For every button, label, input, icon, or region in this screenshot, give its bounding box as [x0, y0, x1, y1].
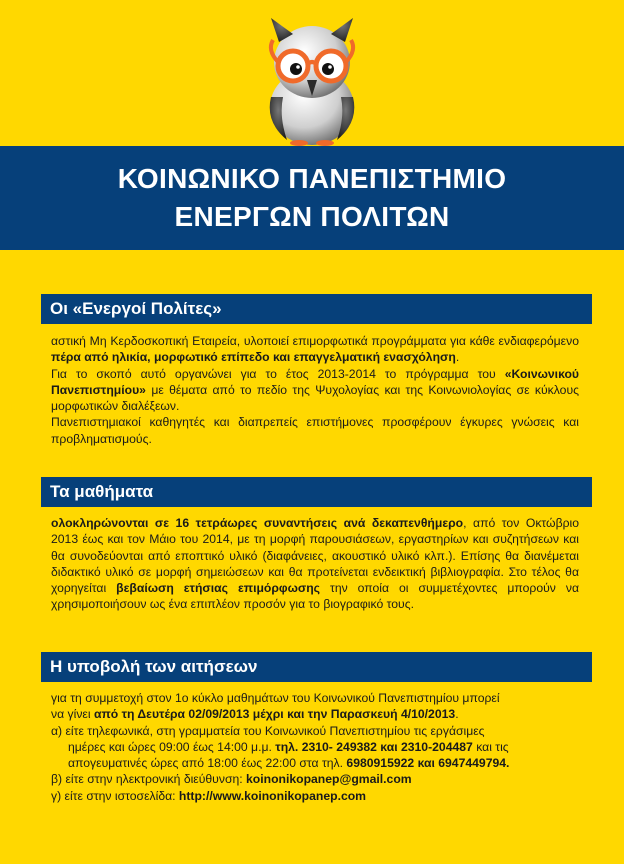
phone-numbers: τηλ. 2310- 249382 και 2310-204487: [275, 739, 473, 754]
website-link[interactable]: http://www.koinonikopanep.com: [178, 788, 367, 803]
owl-mascot-icon: [257, 12, 367, 147]
paragraph: Πανεπιστημιακοί καθηγητές και διαπρεπείς επιστήμονες προσφέρουν έγκυρες γνώσεις και προβληματισμούς.: [51, 415, 579, 446]
paragraph: Για το σκοπό αυτό οργανώνει για το έτος 2013-2014 το πρόγραμμα του «Κοινωνικού Πανεπιστημίου» με θέματα από το πεδίο της Ψυχολογίας και της Κοινωνιολογίας σε κύκλους μορφωτικών διαλέξεων.: [51, 366, 579, 414]
application-dates: να γίνει από τη Δευτέρα 02/09/2013 μέχρι και την Παρασκευή 4/10/2013.: [51, 707, 459, 722]
section-body-applications: [51, 690, 579, 804]
section-heading-courses: Τα μαθήματα: [41, 477, 592, 507]
section-body-courses: [51, 515, 579, 613]
paragraph: αστική Μη Κερδοσκοπική Εταιρεία, υλοποιεί επιμορφωτικά προγράμματα για κάθε ενδιαφερόμενο πέρα από ηλικία, μορφωτικό επίπεδο και επαγγελματική ενασχόληση.: [51, 334, 579, 365]
section-body-active-citizens: [51, 333, 579, 447]
email-link[interactable]: koinonikopanep@gmail.com: [246, 772, 412, 787]
option-phone: α) είτε τηλεφωνικά, στη γραμματεία του Κοινωνικού Πανεπιστημίου τις εργάσιμες: [51, 723, 485, 738]
option-website: γ) είτε στην ιστοσελίδα: http://www.koinonikopanep.com: [51, 788, 367, 803]
application-intro: για τη συμμετοχή στον 1ο κύκλο μαθημάτων του Κοινωνικού Πανεπιστημίου μπορεί: [51, 691, 500, 705]
paragraph: ολοκληρώνονται σε 16 τετράωρες συναντήσεις ανά δεκαπενθήμερο, από τον Οκτώβριο 2013 έως και τον Μάιο του 2014, με τη μορφή παρουσιάσεων, εργαστηρίων και συζητήσεων και θα συνοδεύονται από εποπτικό υλικό (διαφάνειες, ακουστικό υλικό κλπ.). Επίσης θα διανέμεται διδακτικό υλικό σε μορφή σημειώσεων και θα προτείνεται ενδεικτική βιβλιογραφία. Στο τέλος θα χορηγείται βεβαίωση ετήσιας επιμόρφωσης την οποία οι συμμετέχοντες μπορούν να χρησιμοποιήσουν ως ένα επιπλέον προσόν για το βιογραφικό τους.: [51, 516, 580, 612]
section-heading-active-citizens: Οι «Ενεργοί Πολίτες»: [41, 294, 592, 324]
title-line-1: ΚΟΙΝΩΝΙΚΟ ΠΑΝΕΠΙΣΤΗΜΙΟ: [117, 163, 507, 194]
mobile-numbers: 6980915922 και 6947449794.: [346, 756, 510, 771]
section-heading-applications: Η υποβολή των αιτήσεων: [41, 652, 592, 682]
title-banner: [0, 146, 624, 250]
title-line-2: ΕΝΕΡΓΩΝ ΠΟΛΙΤΩΝ: [174, 201, 450, 232]
option-email: β) είτε στην ηλεκτρονική διεύθυνση: koinonikopanep@gmail.com: [51, 772, 412, 787]
option-phone-hours: ημέρες και ώρες 09:00 έως 14:00 μ.μ. τηλ. 2310- 249382 και 2310-204487 και τις: [68, 739, 509, 754]
option-phone-evening: απογευματινές ώρες από 18:00 έως 22:00 στα τηλ. 6980915922 και 6947449794.: [68, 756, 510, 771]
